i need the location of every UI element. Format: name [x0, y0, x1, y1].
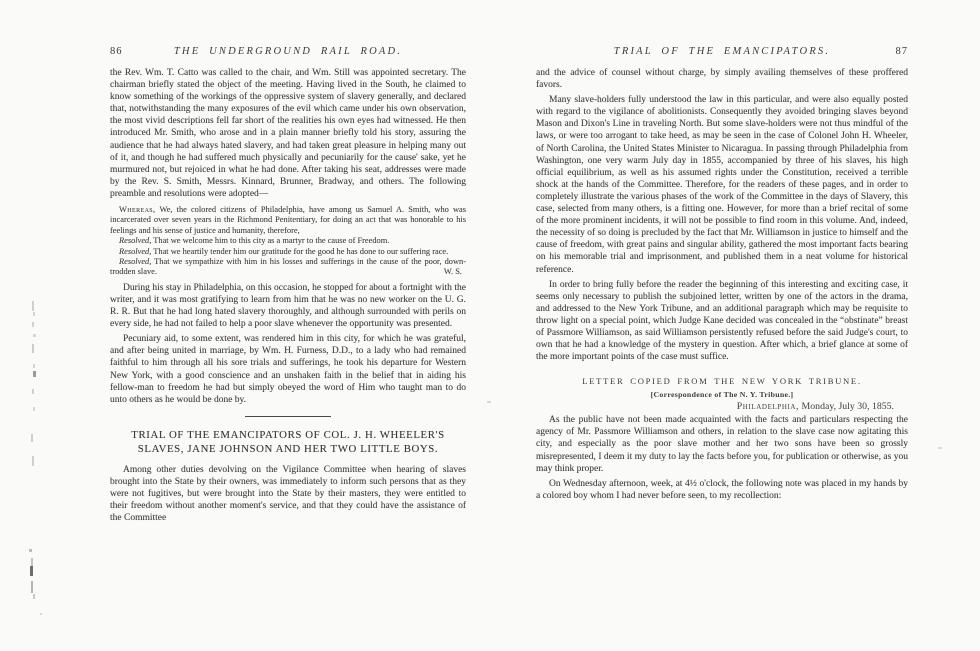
- resolution-text: That we welcome him to this city as a martyr to the cause of Freedom.: [151, 236, 390, 246]
- scan-smudge: [33, 371, 36, 377]
- scan-smudge: [32, 456, 34, 466]
- scan-smudge: [32, 301, 34, 311]
- scan-smudge: [33, 364, 35, 368]
- paragraph: and the advice of counsel without charge, by simply availing themselves of these proffered favors.: [536, 68, 908, 91]
- scan-smudge: [30, 566, 33, 576]
- dateline: [536, 401, 908, 412]
- scan-smudge: [31, 581, 33, 593]
- scan-smudge: [29, 549, 32, 552]
- resolved-lead: Resolved,: [119, 257, 152, 267]
- page-87: [536, 46, 908, 502]
- letter-heading: LETTER COPIED FROM THE NEW YORK TRIBUNE.: [582, 376, 862, 387]
- section-heading: TRIAL OF THE EMANCIPATORS OF COL. J. H. WHEELER'S SLAVES, JANE JOHNSON AND HER TWO LITTLE BOYS.: [131, 428, 445, 456]
- running-head-title-left: THE UNDERGROUND RAIL ROAD.: [173, 46, 403, 57]
- correspondence-credit: [Correspondence of The N. Y. Tribune.]: [650, 390, 794, 400]
- paragraph: the Rev. Wm. T. Catto was called to the chair, and Wm. Still was appointed secretary. The chairman briefly stated the object of the meeting. Having lived in the South, he claimed to know something of the workings of the oppressive system of slavery generally, and declared that, notwithstanding the many exposures of the evil which came under his own observation, the most vivid descriptions fell far short of the realities his own eyes had witnessed. He then introduced Mr. Smith, who arose and in a plain manner briefly told his story, assuring the audience that he had always hated slavery, and had taken great pleasure in helping many out of it, and though he had suffered much physically and pecuniarily for the cause' sake, yet he murmured not, but rejoiced in what he had done. After taking his seat, addresses were made by the Rev. S. Smith, Messrs. Kinnard, Brunner, Bradway, and others. The following preamble and resolutions were adopted—: [110, 68, 466, 199]
- scan-speck: [487, 401, 491, 403]
- page-number-86: 86: [110, 46, 123, 57]
- dateline-place: Philadelphia,: [736, 401, 800, 413]
- resolution-text: That we sympathize with him in his losses and sufferings in the cause of the poor, down-trodden slave.: [110, 257, 466, 277]
- scan-smudge: [32, 322, 34, 327]
- scan-smudge: [33, 312, 35, 316]
- scan-smudge: [33, 594, 35, 599]
- running-head-title-right: TRIAL OF THE EMANCIPATORS.: [613, 46, 831, 57]
- resolution-text: That we heartily tender him our gratitude for the good he has done to our suffering race.: [151, 246, 449, 256]
- resolution-item: [110, 247, 466, 257]
- paragraph: Many slave-holders fully understood the law in this particular, and were also equally posted with regard to the vigilance of abolitionists. Consequently they avoided bringing slaves beyond Mason and Dixon's Line in traveling North. But some slave-holders were not thus mindful of the laws, or were too arrogant to take heed, as may be seen in the case of Colonel John H. Wheeler, of North Carolina, the United States Minister to Nicaragua. In passing through Philadelphia from Washington, one very warm July day in 1855, accompanied by three of his slaves, his high official equilibrium, as well as his assumed rights under the Constitution, received a terrible shock at the hands of the Committee. Therefore, for the readers of these pages, and in order to completely illustrate the various phases of the work of the Committee in the days of Slavery, this case, selected from many others, is a fitting one. However, for more than a brief recital of some of the more prominent incidents, it will not be possible to find room in this volume. And, indeed, the necessity of so doing is precluded by the fact that Mr. Williamson in justice to himself and the cause of freedom, with great pains and singular ability, gathered the most important facts bearing on his memorable trial and imprisonment, and published them in a neat volume for historical reference.: [536, 95, 908, 275]
- paragraph: Pecuniary aid, to some extent, was rendered him in this city, for which he was grateful, and after being united in marriage, by Wm. H. Furness, D.D., to a lady who had remained faithful to him through all his sore trials and sufferings, he took his departure for Western New York, with a good conscience and an unshaken faith in the belief that in aiding his fellow-man to freedom he had but simply obeyed the word of Him who taught man to do unto others as he would be done by.: [110, 334, 466, 405]
- paragraph: During his stay in Philadelphia, on this occasion, he stopped for about a fortnight with the writer, and it was most gratifying to learn from him that he was no new worker on the U. G. R. R. But that he had long hated slavery thoroughly, and although surrounded with perils on every side, he had not failed to help a poor slave whenever the opportunity was presented.: [110, 282, 466, 330]
- scan-speck: [938, 447, 942, 449]
- resolved-lead: Resolved,: [119, 246, 152, 256]
- resolutions-block: [110, 205, 466, 278]
- dateline-date: Monday, July 30, 1855.: [799, 401, 894, 413]
- paragraph: Among other duties devolving on the Vigilance Committee when hearing of slaves brought into the State by their owners, was immediately to inform such persons that as they were not fugitives, but were brought into the State by their masters, they were entitled to their freedom without another moment's service, and that they could have the assistance of the Committee: [110, 464, 466, 524]
- paragraph: In order to bring fully before the reader the beginning of this interesting and exciting case, it seems only necessary to publish the subjoined letter, written by one of the actors in the drama, and addressed to the New York Tribune, and an additional paragraph which may be requisite to throw light on a special point, which Judge Kane decided was concealed in the “obstinate” breast of Passmore Williamson, as said Williamson persistently refused before the said Judge's court, to own that he had a knowledge of the mystery in question. After which, a brief glance at some of the more important points of the case must suffice.: [536, 279, 908, 363]
- whereas-text: We, the colored citizens of Philadelphia, have among us Samuel A. Smith, who was incarcerated over seven years in the Richmond Penitentiary, for doing an act that was honorable to his feelings and his sense of justice and humanity, therefore,: [110, 205, 466, 235]
- scan-smudge: [33, 334, 36, 337]
- signature-initials: W. S.: [443, 267, 462, 277]
- page-87-running-head: [536, 46, 908, 57]
- page-number-87: 87: [895, 46, 908, 57]
- page-86-running-head: [110, 46, 466, 57]
- page-86: [110, 46, 466, 524]
- scan-smudge: [40, 613, 42, 615]
- resolved-lead: Resolved,: [119, 236, 152, 246]
- scan-smudge: [32, 389, 34, 394]
- paragraph: On Wednesday afternoon, week, at 4½ o'clock, the following note was placed in my hands by a colored boy whom I had never before seen, to my recollection:: [536, 478, 908, 501]
- paragraph: As the public have not been made acquainted with the facts and particulars respecting the agency of Mr. Passmore Williamson and others, in relation to the slave case now agitating this city, and especially as the poor slave mother and her two sons have been so grossly misrepresented, I deem it my duty to lay the facts before you, for publication or otherwise, as you may think proper.: [536, 415, 908, 474]
- resolution-item: [110, 236, 466, 246]
- scan-smudge: [33, 407, 35, 411]
- scan-smudge: [32, 344, 34, 353]
- scan-smudge: [31, 558, 33, 566]
- whereas-clause: [110, 205, 466, 236]
- whereas-lead: Whereas,: [119, 205, 156, 215]
- resolution-item: [110, 257, 466, 278]
- section-divider-rule: [245, 416, 331, 417]
- scan-smudge: [31, 434, 33, 442]
